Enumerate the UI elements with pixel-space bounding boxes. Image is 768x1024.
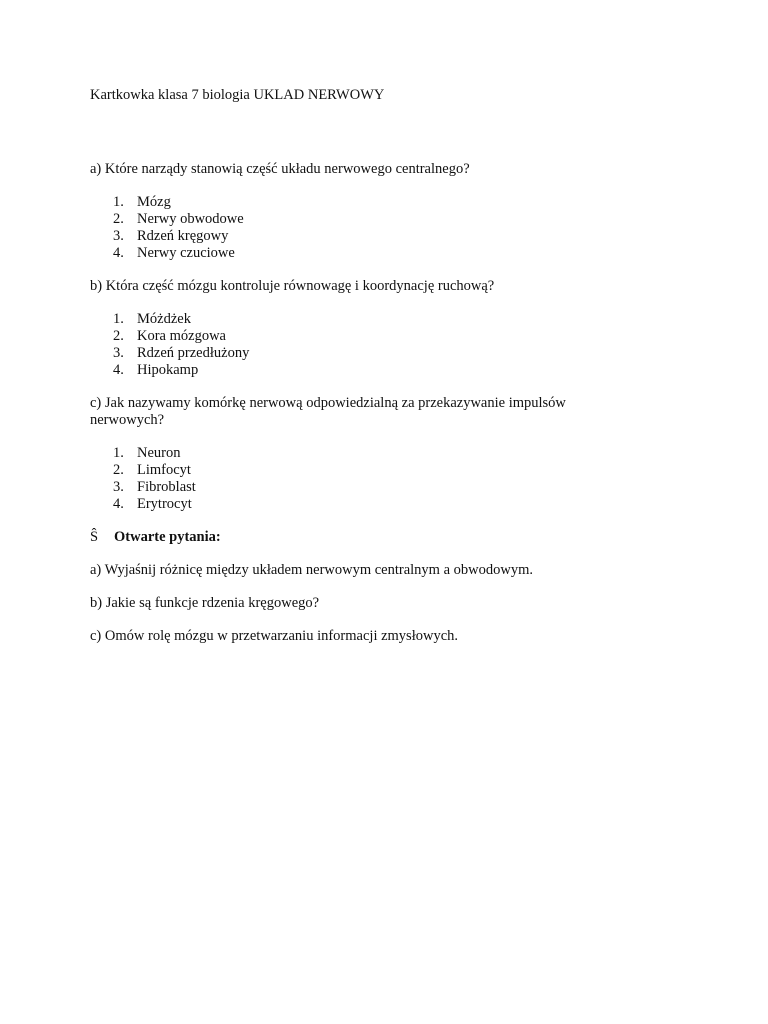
option-number: 1.	[113, 311, 124, 327]
option-number: 3.	[113, 228, 124, 244]
question-a-options	[90, 194, 630, 262]
option-label: Móżdżek	[137, 311, 191, 327]
bullet-icon: Ŝ	[90, 529, 99, 545]
list-item	[90, 345, 630, 362]
option-number: 2.	[113, 328, 124, 344]
list-item	[90, 362, 630, 379]
question-c: c) Jak nazywamy komórkę nerwową odpowiedzialną za przekazywanie impulsów nerwowych?	[90, 395, 566, 428]
option-number: 4.	[113, 496, 124, 512]
option-label: Erytrocyt	[137, 496, 192, 512]
open-questions-heading	[90, 529, 630, 546]
option-number: 4.	[113, 245, 124, 261]
open-questions-heading-text: Otwarte pytania:	[114, 529, 221, 545]
list-item	[90, 194, 630, 211]
list-item	[90, 462, 630, 479]
option-label: Neuron	[137, 445, 181, 461]
question-a: a) Które narządy stanowią część układu nerwowego centralnego?	[90, 161, 470, 177]
option-number: 1.	[113, 445, 124, 461]
option-number: 3.	[113, 345, 124, 361]
option-number: 1.	[113, 194, 124, 210]
open-question-c: c) Omów rolę mózgu w przetwarzaniu informacji zmysłowych.	[90, 628, 459, 644]
option-label: Hipokamp	[137, 362, 199, 378]
open-question-b: b) Jakie są funkcje rdzenia kręgowego?	[90, 595, 320, 611]
list-item	[90, 211, 630, 228]
option-number: 3.	[113, 479, 124, 495]
question-b-options	[90, 311, 630, 379]
option-label: Mózg	[137, 194, 171, 210]
option-label: Nerwy obwodowe	[137, 211, 244, 227]
list-item	[90, 245, 630, 262]
option-label: Nerwy czuciowe	[137, 245, 235, 261]
open-question-a: a) Wyjaśnij różnicę między układem nerwowym centralnym a obwodowym.	[90, 562, 533, 578]
question-b: b) Która część mózgu kontroluje równowagę i koordynację ruchową?	[90, 278, 495, 294]
option-label: Rdzeń przedłużony	[137, 345, 250, 361]
option-number: 2.	[113, 211, 124, 227]
document-page	[90, 87, 630, 645]
option-label: Fibroblast	[137, 479, 196, 495]
list-item	[90, 228, 630, 245]
list-item	[90, 479, 630, 496]
option-label: Rdzeń kręgowy	[137, 228, 229, 244]
list-item	[90, 445, 630, 462]
page-title: Kartkowka klasa 7 biologia UKLAD NERWOWY	[90, 87, 385, 103]
option-label: Kora mózgowa	[137, 328, 226, 344]
option-label: Limfocyt	[137, 462, 191, 478]
option-number: 4.	[113, 362, 124, 378]
list-item	[90, 311, 630, 328]
question-c-options	[90, 445, 630, 513]
option-number: 2.	[113, 462, 124, 478]
list-item	[90, 328, 630, 345]
list-item	[90, 496, 630, 513]
